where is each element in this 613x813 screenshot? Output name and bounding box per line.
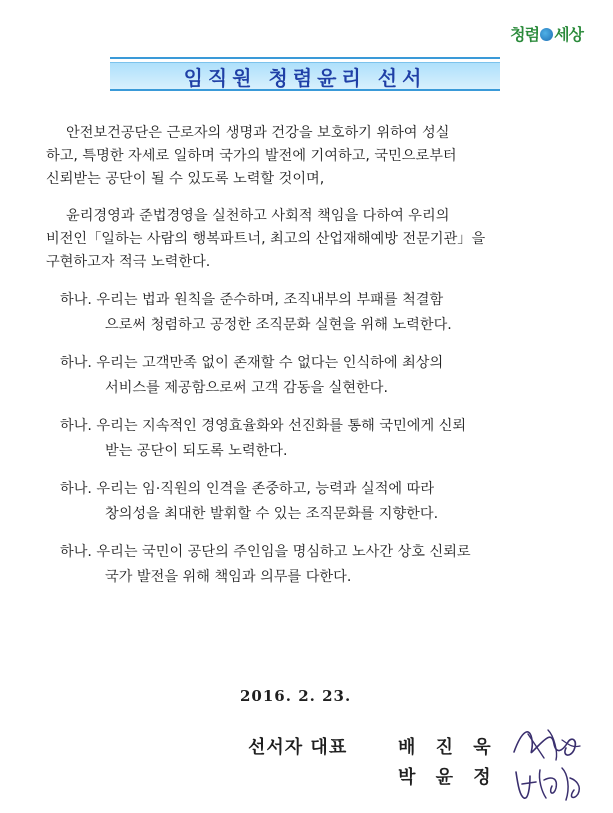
oath-item-4 xyxy=(0,477,613,527)
intro-line: 안전보건공단은 근로자의 생명과 건강을 보호하기 위하여 성실 xyxy=(66,125,450,141)
title-bar xyxy=(110,62,500,91)
signers-block xyxy=(248,733,498,793)
oath-line: 으로써 청렴하고 공정한 조직문화 실현을 위해 노력한다. xyxy=(105,317,452,333)
oath-line: 하나. 우리는 법과 원칙을 준수하며, 조직내부의 부패를 척결함 xyxy=(60,292,444,308)
document-body xyxy=(0,122,613,603)
intro-line: 윤리경영과 준법경영을 실천하고 사회적 책임을 다하여 우리의 xyxy=(66,208,450,224)
intro-line: 비전인「일하는 사람의 행복파트너, 최고의 산업재해예방 전문기관」을 xyxy=(46,231,486,247)
oath-line: 하나. 우리는 임·직원의 인격을 존중하고, 능력과 실적에 따라 xyxy=(60,481,435,497)
integrity-logo xyxy=(510,22,583,45)
oath-line: 국가 발전을 위해 책임과 의무를 다한다. xyxy=(105,569,352,585)
intro-paragraph-1 xyxy=(0,122,613,191)
oath-line: 하나. 우리는 국민이 공단의 주인임을 명심하고 노사간 상호 신뢰로 xyxy=(60,544,471,560)
signer-name-2: 박 윤 정 xyxy=(398,767,498,788)
oath-item-3 xyxy=(0,414,613,464)
signer-name-1: 배 진 욱 xyxy=(398,737,498,758)
oath-item-5 xyxy=(0,540,613,590)
intro-line: 신뢰받는 공단이 될 수 있도록 노력할 것이며, xyxy=(46,171,325,187)
intro-line: 구현하고자 적극 노력한다. xyxy=(46,254,211,270)
signer-role: 선서자 대표 xyxy=(248,737,348,758)
oath-line: 하나. 우리는 고객만족 없이 존재할 수 없다는 인식하에 최상의 xyxy=(60,355,444,371)
logo-text-2: 세상 xyxy=(554,25,583,44)
oath-line: 받는 공단이 되도록 노력한다. xyxy=(105,443,288,459)
oath-item-1 xyxy=(0,288,613,338)
intro-line: 하고, 특명한 자세로 일하며 국가의 발전에 기여하고, 국민으로부터 xyxy=(46,148,457,164)
intro-paragraph-2 xyxy=(0,205,613,274)
oath-line: 하나. 우리는 지속적인 경영효율화와 선진화를 통해 국민에게 신뢰 xyxy=(60,418,467,434)
page-title: 임직원 청렴윤리 선서 xyxy=(183,65,427,90)
signer-row-2 xyxy=(248,763,498,793)
signature-2-icon xyxy=(508,758,592,806)
globe-icon xyxy=(540,28,553,41)
oath-item-2 xyxy=(0,351,613,401)
oath-line: 창의성을 최대한 발휘할 수 있는 조직문화를 지향한다. xyxy=(105,506,439,522)
signer-row-1 xyxy=(248,733,498,763)
title-rule xyxy=(110,57,500,59)
oath-date: 2016. 2. 23. xyxy=(240,687,352,705)
oath-line: 서비스를 제공함으로써 고객 감동을 실현한다. xyxy=(105,380,388,396)
logo-text-1: 청렴 xyxy=(510,25,540,44)
title-band xyxy=(110,57,500,91)
